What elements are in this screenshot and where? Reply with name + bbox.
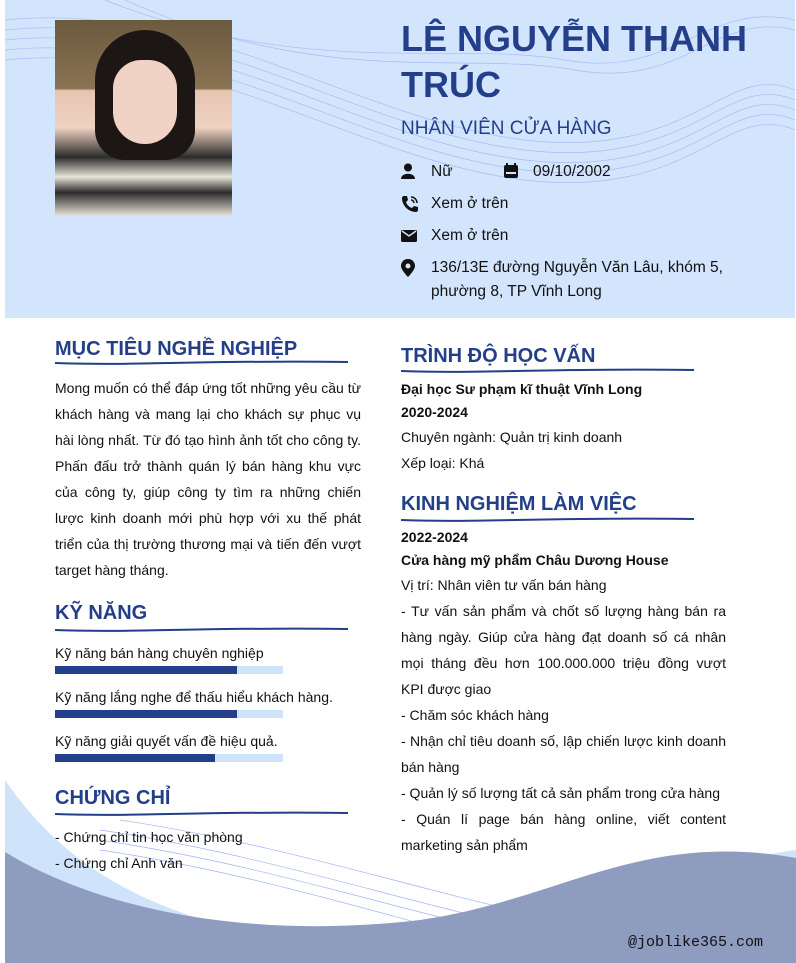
envelope-icon bbox=[401, 224, 431, 251]
education-major: Chuyên ngành: Quản trị kinh doanh bbox=[401, 429, 623, 445]
duty-item: - Quản lý số lượng tất cả sản phẩm trong cửa hàng bbox=[401, 785, 720, 801]
title-underline bbox=[55, 360, 348, 366]
skill-bar bbox=[55, 710, 283, 718]
gender-row bbox=[401, 160, 611, 187]
duty-item: - Nhận chỉ tiêu doanh số, lập chiến lược kinh doanh bán hàng bbox=[401, 733, 726, 775]
duty-item: - Quán lí page bán hàng online, viết content marketing sản phẩm bbox=[401, 811, 726, 853]
education-years: 2020-2024 bbox=[401, 404, 468, 420]
experience-title: KINH NGHIỆM LÀM VIỆC bbox=[401, 493, 637, 515]
calendar-icon bbox=[503, 160, 533, 187]
skill-bar-fill bbox=[55, 710, 237, 718]
company-name: Cửa hàng mỹ phẩm Châu Dương House bbox=[401, 552, 669, 568]
objective-text: Mong muốn có thể đáp ứng tốt những yêu cầu từ khách hàng và mang lại cho khách sự phục vụ hài lòng nhất. Từ đó tạo hình ảnh tốt cho công ty. Phấn đấu trở thành quán lý bán hàng khu vực của công ty, giúp công ty tìm ra những chiến lược kinh doanh mới phù hợp với xu thế phát triển của thị trường thương mại và tiến đến vượt target hàng tháng. bbox=[55, 380, 361, 578]
experience-details bbox=[401, 572, 726, 858]
education-grade: Xếp loại: Khá bbox=[401, 455, 485, 471]
profile-photo bbox=[55, 20, 232, 216]
school-name: Đại học Sư phạm kĩ thuật Vĩnh Long bbox=[401, 381, 643, 397]
watermark: @joblike365.com bbox=[627, 934, 763, 951]
phone: Xem ở trên bbox=[431, 195, 509, 212]
certificates-title: CHỨNG CHỈ bbox=[55, 787, 171, 809]
position: Vị trí: Nhân viên tư vấn bán hàng bbox=[401, 577, 607, 593]
user-icon bbox=[401, 160, 431, 187]
duty-item: - Chăm sóc khách hàng bbox=[401, 707, 549, 723]
experience-years: 2022-2024 bbox=[401, 529, 468, 545]
gender: Nữ bbox=[431, 163, 453, 180]
address-row bbox=[401, 256, 741, 304]
candidate-name: LÊ NGUYỄN THANH TRÚC bbox=[401, 18, 748, 105]
duty-item: - Tư vấn sản phẩm và chốt số lượng hàng bán ra hàng ngày. Giúp cửa hàng đạt doanh số cá nhân mọi tháng đều hơn 100.000.000 triệu đồng vượt KPI được giao bbox=[401, 603, 726, 697]
phone-icon bbox=[401, 192, 431, 220]
location-pin-icon bbox=[401, 256, 431, 285]
skill-bar-fill bbox=[55, 666, 237, 674]
phone-row bbox=[401, 192, 508, 220]
skill-label: Kỹ năng giải quyết vấn đề hiệu quả. bbox=[55, 733, 278, 749]
job-title: NHÂN VIÊN CỬA HÀNG bbox=[401, 118, 612, 139]
skill-label: Kỹ năng bán hàng chuyên nghiệp bbox=[55, 645, 264, 661]
title-underline bbox=[401, 517, 694, 523]
title-underline bbox=[55, 811, 348, 817]
skill-label: Kỹ năng lắng nghe để thấu hiểu khách hàng. bbox=[55, 689, 333, 705]
certificate-item: - Chứng chỉ tin học văn phòng bbox=[55, 829, 243, 845]
email: Xem ở trên bbox=[431, 227, 509, 244]
skills-title: KỸ NĂNG bbox=[55, 602, 148, 624]
email-row bbox=[401, 224, 508, 251]
skill-bar bbox=[55, 754, 283, 762]
title-underline bbox=[401, 368, 694, 374]
skill-bar-fill bbox=[55, 754, 215, 762]
objective-title: MỤC TIÊU NGHỀ NGHIỆP bbox=[55, 338, 298, 360]
certificate-item: - Chứng chỉ Anh văn bbox=[55, 855, 183, 871]
skill-bar bbox=[55, 666, 283, 674]
title-underline bbox=[55, 627, 348, 633]
birthday: 09/10/2002 bbox=[533, 163, 611, 180]
education-title: TRÌNH ĐỘ HỌC VẤN bbox=[401, 345, 596, 367]
address: 136/13E đường Nguyễn Văn Lâu, khóm 5, phường 8, TP Vĩnh Long bbox=[431, 259, 723, 300]
